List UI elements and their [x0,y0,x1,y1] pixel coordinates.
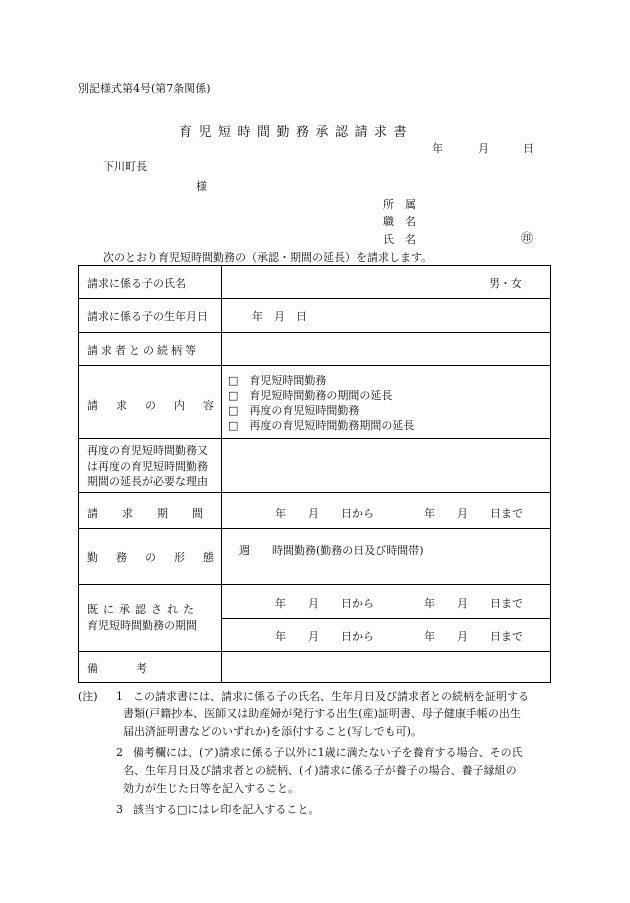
content-label: 請求の内容 [87,399,232,412]
option-again[interactable]: □ 再度の育児短時間勤務 [228,404,360,417]
row-divider [79,651,550,652]
approved-to-1: 年 月 日まで [424,597,523,610]
name-label: 氏 名 [383,233,416,246]
note-line: 届出済証明書などのいずれか)を添付すること(写しでも可)。 [123,725,422,738]
approved-from-2: 年 月 日から [275,630,374,643]
addressee-honorific: 様 [196,180,207,193]
note-number: 2 [116,746,123,759]
remarks-label: 備考 [87,662,185,675]
notes-prefix: (注) [78,690,98,703]
reason-label [87,443,208,490]
approved-from-1: 年 月 日から [275,597,374,610]
note-number: 1 [116,690,123,703]
row-divider [79,298,550,299]
row-divider [221,618,550,619]
form-id: 別記様式第4号(第7条関係) [78,82,211,95]
intro-text: 次のとおり育児短時間勤務の（承認・期間の延長）を請求します。 [103,251,433,264]
child-dob-label: 請求に係る子の生年月日 [87,310,208,323]
date-day: 日 [523,142,534,155]
request-table [78,265,551,683]
note-line: この請求書には、請求に係る子の氏名、生年月日及び請求者との続柄を証明する [133,690,529,703]
page-title: 育児短時間勤務承認請求書 [179,125,414,140]
row-divider [79,365,550,366]
seal-mark: ㊞ [521,231,534,245]
row-divider [79,438,550,439]
approved-label-line: 育児短時間勤務の期間 [87,619,197,632]
child-name-label: 請求に係る子の氏名 [87,277,186,290]
period-label: 請求期間 [87,507,227,520]
period-to: 年 月 日まで [424,507,523,520]
form-value: 週 時間勤務(勤務の日及び時間帯) [239,544,424,557]
approved-label [87,602,199,634]
reason-label-line: は再度の育児短時間勤務 [87,459,208,473]
note-line: 効力が生じた日等を記入すること。 [123,782,299,795]
row-divider [79,332,550,333]
child-gender: 男・女 [489,277,522,290]
date-month: 月 [478,142,489,155]
note-line: 備考欄には、(ア)請求に係る子以外に1歳に満たない子を養育する場合、その氏 [133,746,523,759]
affiliation-label: 所 属 [383,198,416,211]
relation-label: 請求者との続柄等 [87,344,199,357]
date-year: 年 [432,142,443,155]
option-extension[interactable]: □ 育児短時間勤務の期間の延長 [228,389,393,402]
option-short-time[interactable]: □ 育児短時間勤務 [228,374,327,387]
form-label: 勤務の形態 [87,551,232,564]
reason-label-line: 期間の延長が必要な理由 [87,475,208,488]
child-dob-value: 年 月 日 [252,310,307,323]
addressee-name: 下川町長 [103,160,147,173]
reason-label-line: 再度の育児短時間勤務又 [87,444,208,457]
position-label: 職 名 [383,215,416,228]
option-again-extension[interactable]: □ 再度の育児短時間勤務期間の延長 [228,419,415,432]
row-divider [79,528,550,529]
note-number: 3 [116,803,123,816]
period-from: 年 月 日から [275,507,374,520]
row-divider [79,584,550,585]
approved-label-line: 既に承認された [87,603,199,616]
row-divider [79,492,550,493]
column-divider [221,266,222,682]
note-line: 書類(戸籍抄本、医師又は助産婦が発行する出生(産)証明書、母子健康手帳の出生 [123,707,521,720]
note-line: 名、生年月日及び請求者との続柄、(イ)請求に係る子が養子の場合、養子縁組の [123,764,517,777]
note-line: 該当する□にはレ印を記入すること。 [133,803,320,816]
approved-to-2: 年 月 日まで [424,630,523,643]
